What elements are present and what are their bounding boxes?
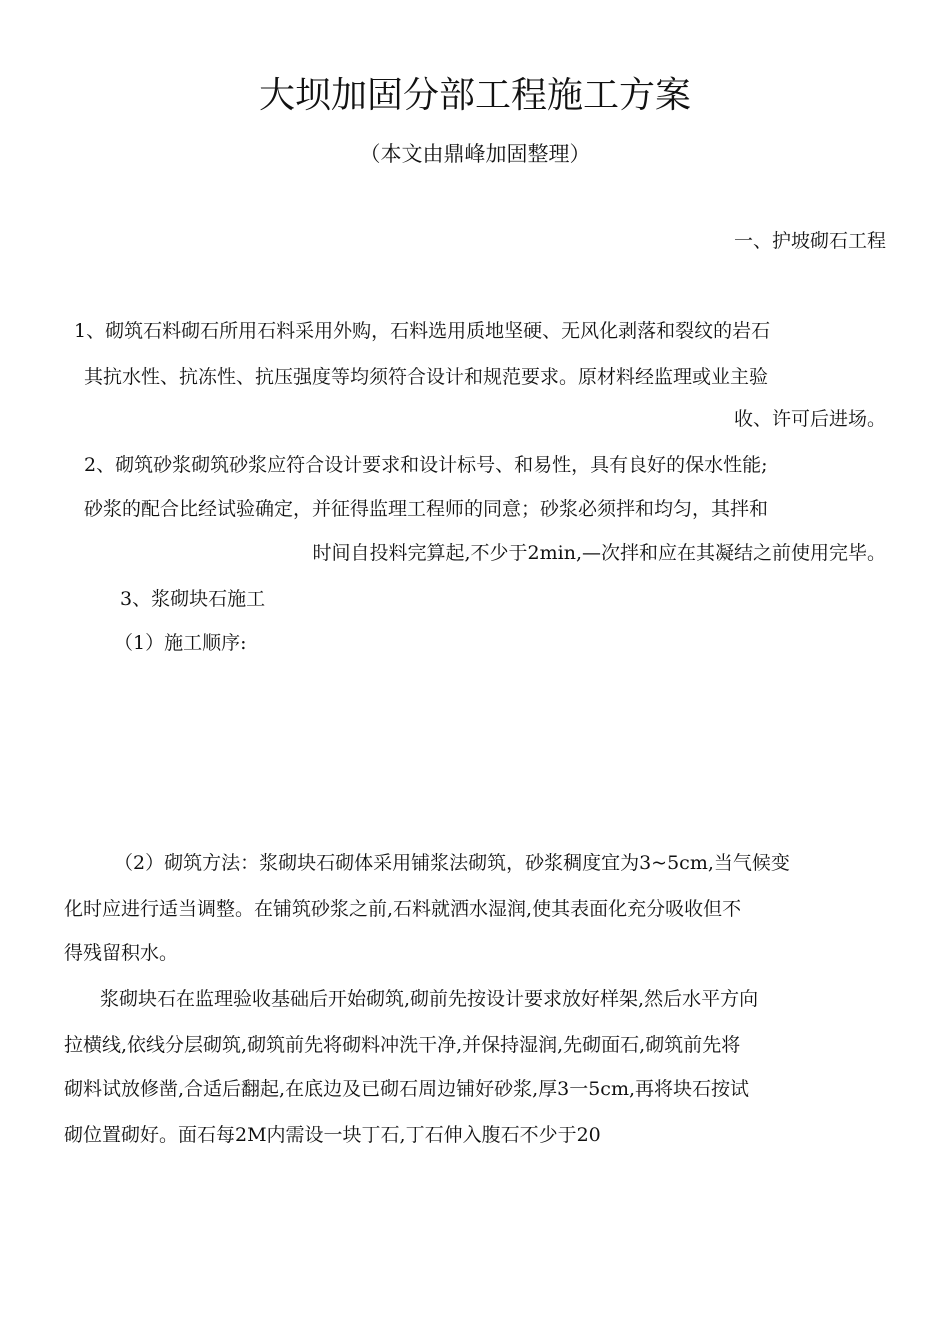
sub1-heading: （1）施工顺序: bbox=[114, 632, 247, 654]
item2-line: 时间自投料完算起,不少于2min,—次拌和应在其凝结之前使用完毕。 bbox=[312, 542, 886, 564]
sub2-line: 化时应进行适当调整。在铺筑砂浆之前,石料就洒水湿润,使其表面化充分吸收但不 bbox=[64, 898, 742, 920]
item2-line: 2、砌筑砂浆砌筑砂浆应符合设计要求和设计标号、和易性，具有良好的保水性能; bbox=[84, 454, 768, 476]
sub2-line: 得残留积水。 bbox=[64, 942, 179, 964]
item1-line: 1、砌筑石料砌石所用石料采用外购，石料选用质地坚硬、无风化剥落和裂纹的岩石 bbox=[74, 320, 771, 342]
item1-line: 收、许可后进场。 bbox=[733, 408, 886, 430]
item3-heading: 3、浆砌块石施工 bbox=[120, 588, 266, 610]
item1-line: 其抗水性、抗冻性、抗压强度等均须符合设计和规范要求。原材料经监理或业主验 bbox=[84, 366, 769, 388]
item2-line: 砂浆的配合比经试验确定，并征得监理工程师的同意；砂浆必须拌和均匀，其拌和 bbox=[84, 498, 769, 520]
paragraph-line: 砌位置砌好。面石每2M内需设一块丁石,丁石伸入腹石不少于20 bbox=[64, 1124, 601, 1146]
sub2-line: （2）砌筑方法：浆砌块石砌体采用铺浆法砌筑，砂浆稠度宜为3~5cm,当气候变 bbox=[114, 852, 790, 874]
paragraph-line: 拉横线,依线分层砌筑,砌筑前先将砌料冲洗干净,并保持湿润,先砌面石,砌筑前先将 bbox=[64, 1034, 741, 1056]
document-subtitle: （本文由鼎峰加固整理） bbox=[359, 142, 591, 166]
paragraph-line: 浆砌块石在监理验收基础后开始砌筑,砌前先按设计要求放好样架,然后水平方向 bbox=[100, 988, 759, 1010]
section-heading: 一、护坡砌石工程 bbox=[733, 230, 886, 252]
paragraph-line: 砌料试放修凿,合适后翻起,在底边及已砌石周边铺好砂浆,厚3一5cm,再将块石按试 bbox=[64, 1078, 749, 1100]
document-title: 大坝加固分部工程施工方案 bbox=[258, 75, 691, 116]
